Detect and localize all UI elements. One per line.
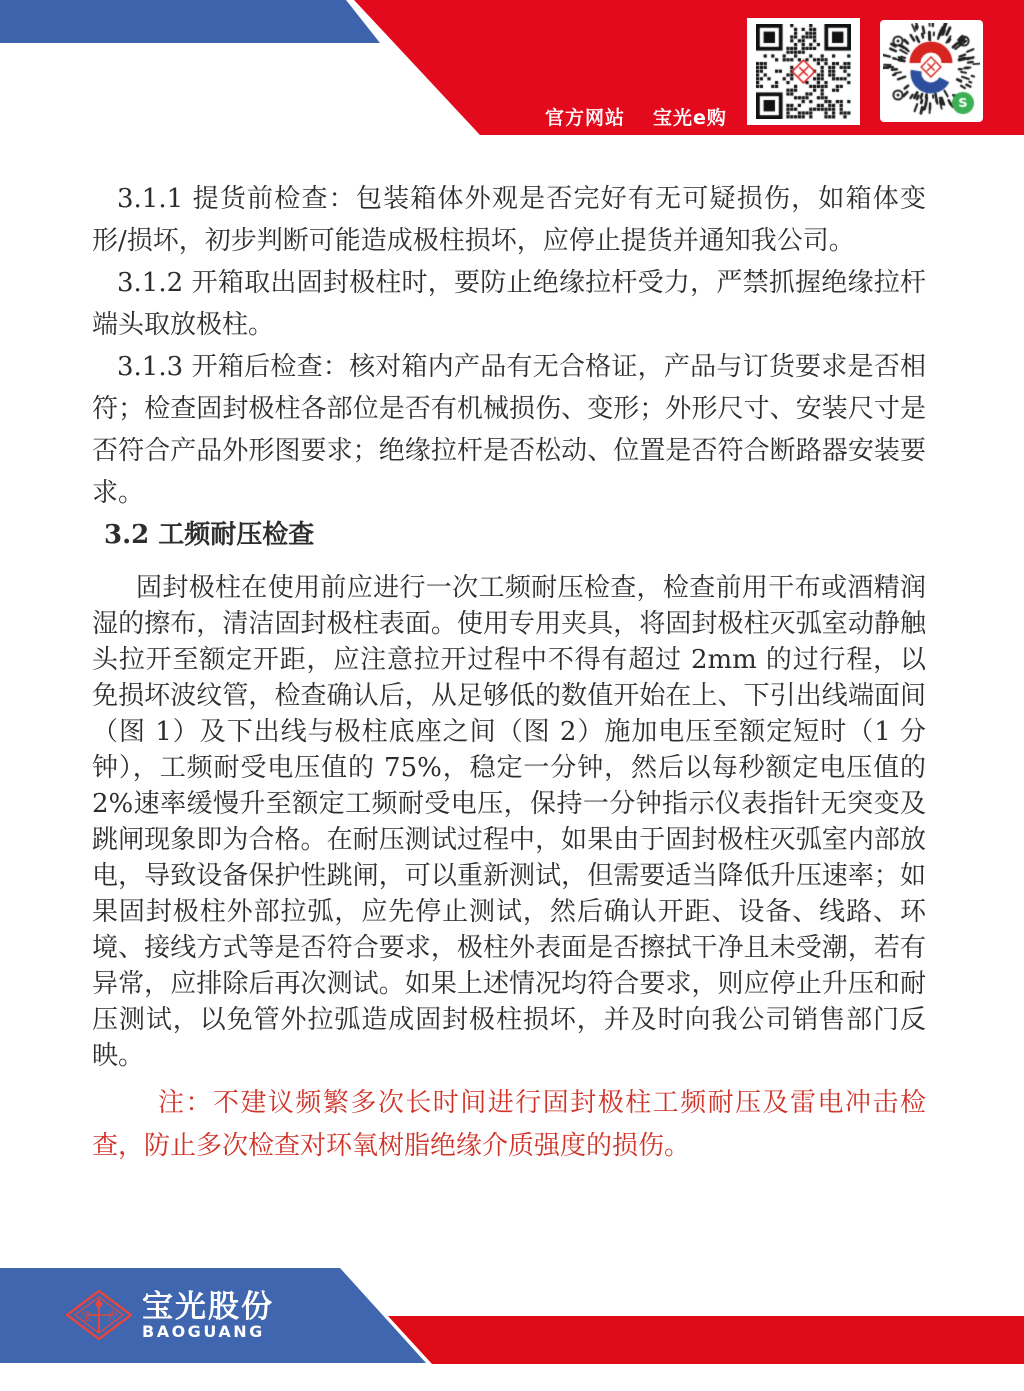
miniprogram-code-icon bbox=[883, 23, 980, 119]
paragraph-3-1-2: 3.1.2 开箱取出固封极柱时，要防止绝缘拉杆受力，严禁抓握绝缘拉杆端头取放极柱。 bbox=[92, 268, 926, 340]
section-heading-3-2: 3.2 工频耐压检查 bbox=[104, 520, 315, 550]
company-name-en: BAOGUANG bbox=[142, 1321, 265, 1341]
footer-logo bbox=[66, 1290, 274, 1340]
document-body bbox=[92, 178, 926, 1168]
nav-official-website-label: 官方网站 bbox=[545, 107, 626, 129]
svg-text:光: 光 bbox=[107, 1310, 118, 1323]
qr-code-icon bbox=[756, 24, 851, 119]
footer-company-name bbox=[142, 1288, 274, 1341]
wechat-miniprogram-code bbox=[880, 20, 983, 122]
company-name-cn: 宝光股份 bbox=[142, 1288, 274, 1325]
nav-baoguang-eshop-label: 宝光e购 bbox=[653, 107, 727, 129]
paragraph-3-1-3: 3.1.3 开箱后检查：核对箱内产品有无合格证，产品与订货要求是否相符；检查固封极柱各部位是否有机械损伤、变形；外形尺寸、安装尺寸是否符合产品外形图要求；绝缘拉杆是否松动、位置是否符合断路器安装要求。 bbox=[92, 352, 926, 508]
company-qr-code bbox=[747, 18, 860, 125]
paragraph-withstand-test: 固封极柱在使用前应进行一次工频耐压检查，检查前用干布或酒精润湿的擦布，清洁固封极柱表面。使用专用夹具，将固封极柱灭弧室动静触头拉开至额定开距，应注意拉开过程中不得有超过 2mm 的过行程，以免损坏波纹管，检查确认后，从足够低的数值开始在上、下引出线端面间（图 1）及下出线与极柱底座之间（图 2）施加电压至额定短时（1 分钟），工频耐受电压值的 75%，稳定一分钟，然后以每秒额定电压值的 2%速率缓慢升至额定工频耐受电压，保持一分钟指示仪表指针无突变及跳闸现象即为合格。在耐压测试过程中，如果由于固封极柱灭弧室内部放电，导致设备保护性跳闸，可以重新测试，但需要适当降低升压速率；如果固封极柱外部拉弧，应先停止测试，然后确认开距、设备、线路、环境、接线方式等是否符合要求，极柱外表面是否擦拭干净且未受潮，若有异常，应排除后再次测试。如果上述情况均符合要求，则应停止升压和耐压测试，以免管外拉弧造成固封极柱损坏，并及时向我公司销售部门反映。 bbox=[92, 573, 926, 1071]
paragraph-3-1-1: 3.1.1 提货前检查：包装箱体外观是否完好有无可疑损伤，如箱体变形/损坏，初步判断可能造成极柱损坏，应停止提货并通知我公司。 bbox=[92, 184, 926, 256]
baoguang-diamond-icon bbox=[66, 1290, 132, 1340]
header-nav bbox=[545, 103, 727, 130]
svg-text:宝: 宝 bbox=[81, 1310, 92, 1323]
note-warning-text: 注：不建议频繁多次长时间进行固封极柱工频耐压及雷电冲击检查，防止多次检查对环氧树脂绝缘介质强度的损伤。 bbox=[92, 1088, 926, 1161]
